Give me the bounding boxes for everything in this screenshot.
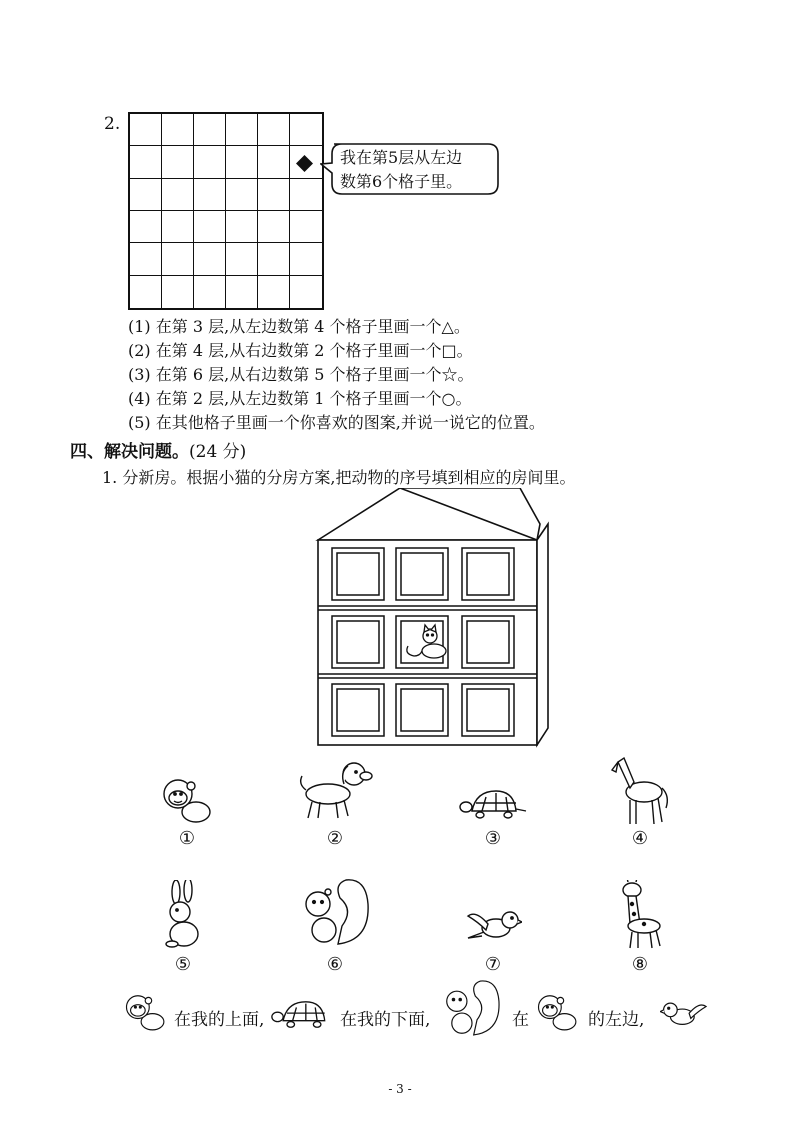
- sentence-part-3: 在: [512, 1010, 529, 1030]
- grid-cell[interactable]: [130, 243, 162, 275]
- grid-cell[interactable]: [258, 146, 290, 178]
- grid-cell[interactable]: [258, 243, 290, 275]
- squirrel-icon: [440, 976, 504, 1040]
- monkey-icon: [532, 986, 584, 1038]
- grid-cell[interactable]: [162, 211, 194, 243]
- grid-cell[interactable]: [194, 243, 226, 275]
- problem-1-text: 1. 分新房。根据小猫的分房方案,把动物的序号填到相应的房间里。: [102, 468, 576, 487]
- turtle-icon: [458, 785, 528, 825]
- section-title-text: 四、解决问题。: [70, 442, 189, 462]
- grid-cell[interactable]: [194, 211, 226, 243]
- animal-label-3: ③: [484, 828, 502, 849]
- grid-cell[interactable]: [162, 179, 194, 211]
- monkey-icon: [120, 986, 172, 1038]
- grid-cell[interactable]: [162, 243, 194, 275]
- horse-icon: [608, 752, 672, 828]
- grid-cell[interactable]: [258, 179, 290, 211]
- grid-cell[interactable]: [162, 146, 194, 178]
- bubble-line-1: 我在第5层从左边: [340, 148, 463, 167]
- dog-icon: [296, 758, 376, 822]
- turtle-icon: [270, 996, 336, 1034]
- house-illustration: [300, 488, 550, 750]
- animal-label-5: ⑤: [174, 954, 192, 975]
- grid-cell[interactable]: [130, 146, 162, 178]
- grid-cell[interactable]: [162, 276, 194, 308]
- grid-cell[interactable]: [226, 179, 258, 211]
- grid-cell[interactable]: [258, 114, 290, 146]
- grid-cell[interactable]: [130, 114, 162, 146]
- section-points: (24 分): [189, 442, 247, 462]
- instruction-1: (1) 在第 3 层,从左边数第 4 个格子里画一个△。: [128, 317, 470, 336]
- grid-cell[interactable]: [194, 179, 226, 211]
- position-grid: [128, 112, 324, 310]
- grid-cell[interactable]: [290, 243, 322, 275]
- animal-label-6: ⑥: [326, 954, 344, 975]
- sentence-part-1: 在我的上面,: [174, 1010, 265, 1030]
- grid-cell[interactable]: [226, 146, 258, 178]
- instruction-2: (2) 在第 4 层,从右边数第 2 个格子里画一个□。: [128, 341, 473, 360]
- question-2-number: 2.: [104, 114, 121, 134]
- grid-cell[interactable]: [130, 179, 162, 211]
- bubble-text: [340, 146, 500, 194]
- grid-cell[interactable]: [130, 276, 162, 308]
- grid-cell[interactable]: [194, 146, 226, 178]
- rabbit-icon: [160, 880, 204, 950]
- grid-cell[interactable]: [290, 276, 322, 308]
- bird-icon: [466, 906, 522, 946]
- section-title: [70, 437, 246, 462]
- animal-label-8: ⑧: [631, 954, 649, 975]
- grid-cell[interactable]: [194, 276, 226, 308]
- grid-cell[interactable]: [290, 211, 322, 243]
- grid-cell[interactable]: [130, 211, 162, 243]
- animal-label-4: ④: [631, 828, 649, 849]
- animal-label-7: ⑦: [484, 954, 502, 975]
- instruction-3: (3) 在第 6 层,从右边数第 5 个格子里画一个☆。: [128, 365, 474, 384]
- animal-label-1: ①: [178, 828, 196, 849]
- grid-cell[interactable]: [194, 114, 226, 146]
- instruction-4: (4) 在第 2 层,从左边数第 1 个格子里画一个○。: [128, 389, 472, 408]
- grid-cell[interactable]: [226, 276, 258, 308]
- grid-cell[interactable]: [162, 114, 194, 146]
- sentence-part-4: 的左边,: [588, 1010, 645, 1030]
- grid-cell[interactable]: [258, 211, 290, 243]
- bubble-line-2: 数第6个格子里。: [340, 172, 463, 191]
- grid-cell[interactable]: [226, 211, 258, 243]
- giraffe-icon: [616, 880, 664, 950]
- monkey-icon: [156, 768, 220, 832]
- page-number: - 3 -: [388, 1082, 412, 1096]
- bird-icon: [660, 998, 708, 1032]
- sentence-part-2: 在我的下面,: [340, 1010, 431, 1030]
- grid-cell[interactable]: [258, 276, 290, 308]
- animal-label-2: ②: [326, 828, 344, 849]
- grid-cell[interactable]: [226, 243, 258, 275]
- squirrel-icon: [298, 874, 374, 950]
- instruction-5: (5) 在其他格子里画一个你喜欢的图案,并说一说它的位置。: [128, 413, 545, 432]
- grid-cell[interactable]: [290, 114, 322, 146]
- grid-cell[interactable]: [226, 114, 258, 146]
- grid-cell[interactable]: [290, 179, 322, 211]
- diamond-icon: [296, 155, 313, 172]
